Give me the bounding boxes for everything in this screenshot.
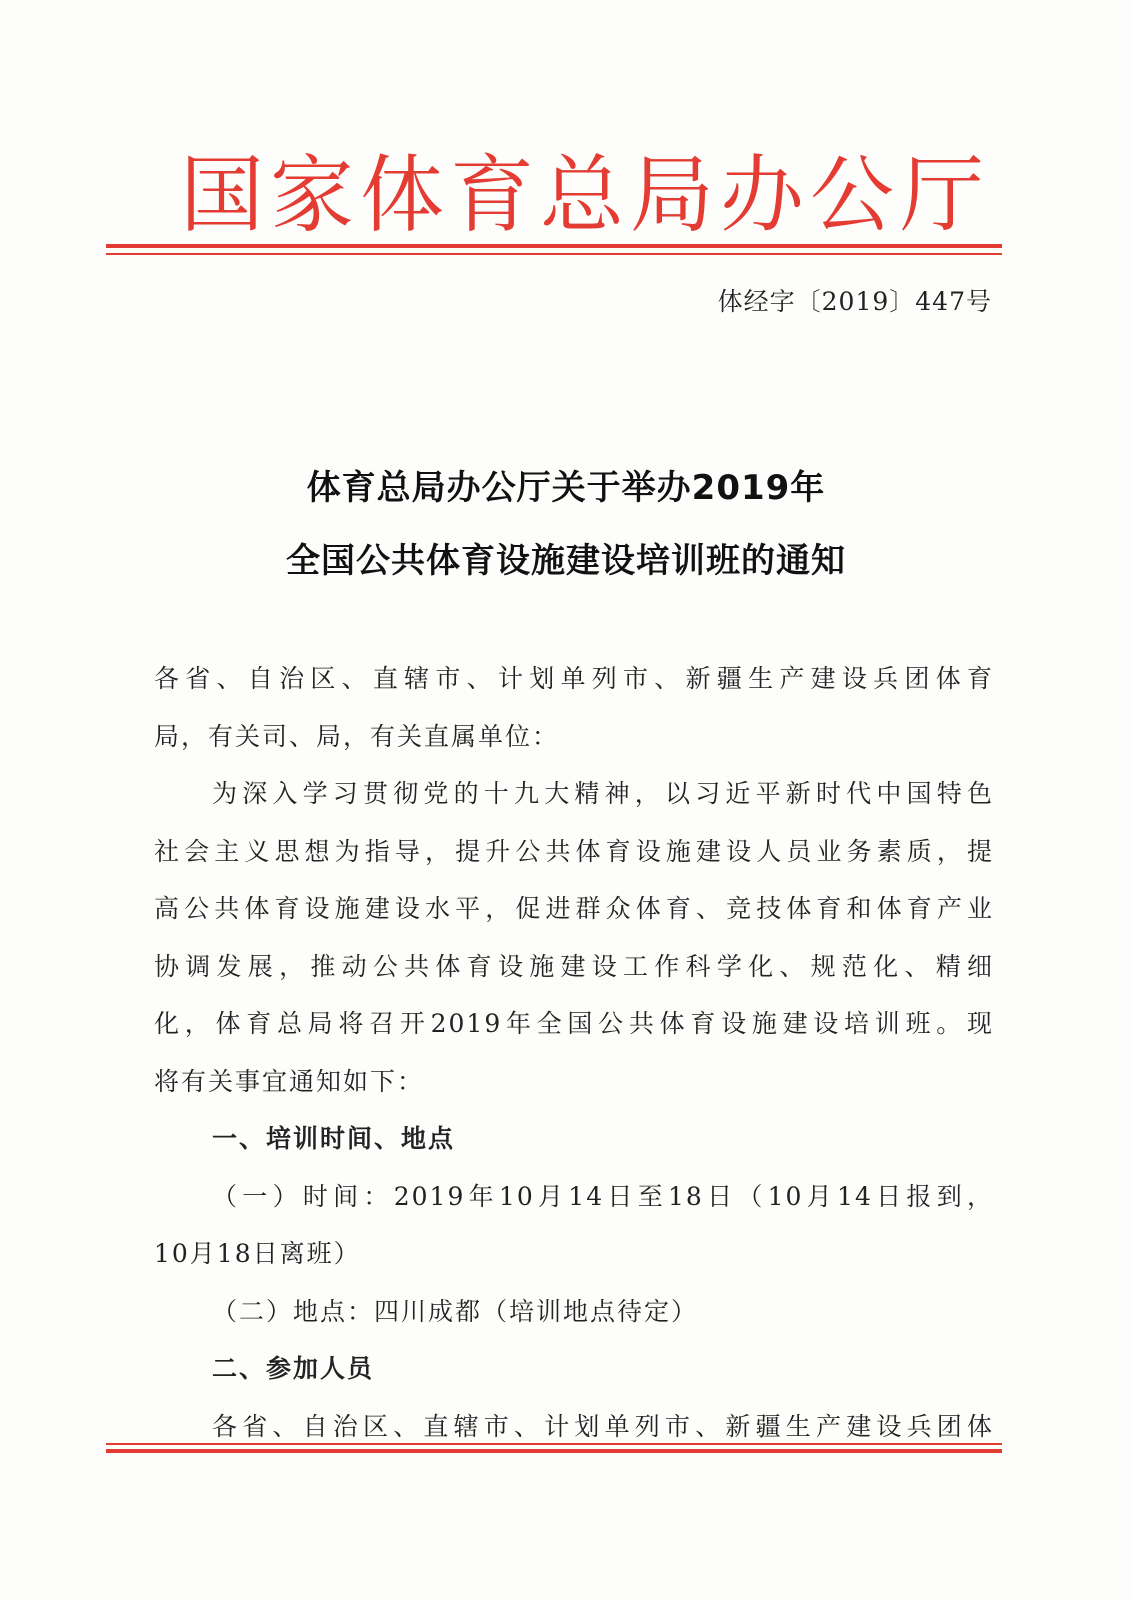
- list-item-line: （二）地点：四川成都（培训地点待定）: [212, 1296, 699, 1326]
- notice-body: [154, 650, 994, 1455]
- paragraph-line: 为深入学习贯彻党的十九大精神，以习近平新时代中国特色: [212, 779, 994, 808]
- footer-rule-thick: [106, 1449, 1002, 1453]
- header-rule-thick: [106, 244, 1002, 248]
- notice-title-line2: 全国公共体育设施建设培训班的通知: [286, 541, 846, 581]
- footer-rule-thin: [106, 1443, 1002, 1445]
- issuer-header: 国家体育总局办公厅: [180, 146, 991, 244]
- section-heading: 一、培训时间、地点: [212, 1124, 456, 1153]
- paragraph-line: 协调发展，推动公共体育设施建设工作科学化、规范化、精细: [154, 951, 994, 981]
- paragraph-line: 化，体育总局将召开2019年全国公共体育设施建设培训班。现: [154, 1009, 994, 1038]
- paragraph-line: 各省、自治区、直辖市、计划单列市、新疆生产建设兵团体: [212, 1411, 994, 1441]
- paragraph-line: 高公共体育设施建设水平，促进群众体育、竞技体育和体育产业: [154, 894, 994, 923]
- paragraph-line: 将有关事宜通知如下：: [154, 1066, 425, 1096]
- addressee-line: 各省、自治区、直辖市、计划单列市、新疆生产建设兵团体育: [154, 664, 994, 693]
- section-heading: 二、参加人员: [212, 1354, 375, 1383]
- notice-title-line1: 体育总局办公厅关于举办2019年: [306, 468, 826, 508]
- list-item-line: 10月18日离班）: [154, 1239, 361, 1268]
- list-item-line: （一）时间：2019年10月14日至18日（10月14日报到，: [212, 1181, 994, 1211]
- header-rule-thin: [106, 253, 1002, 255]
- document-number: 体经字〔2019〕447号: [717, 287, 992, 316]
- paragraph-line: 社会主义思想为指导，提升公共体育设施建设人员业务素质，提: [154, 836, 994, 866]
- addressee-line: 局，有关司、局，有关直属单位：: [154, 721, 560, 751]
